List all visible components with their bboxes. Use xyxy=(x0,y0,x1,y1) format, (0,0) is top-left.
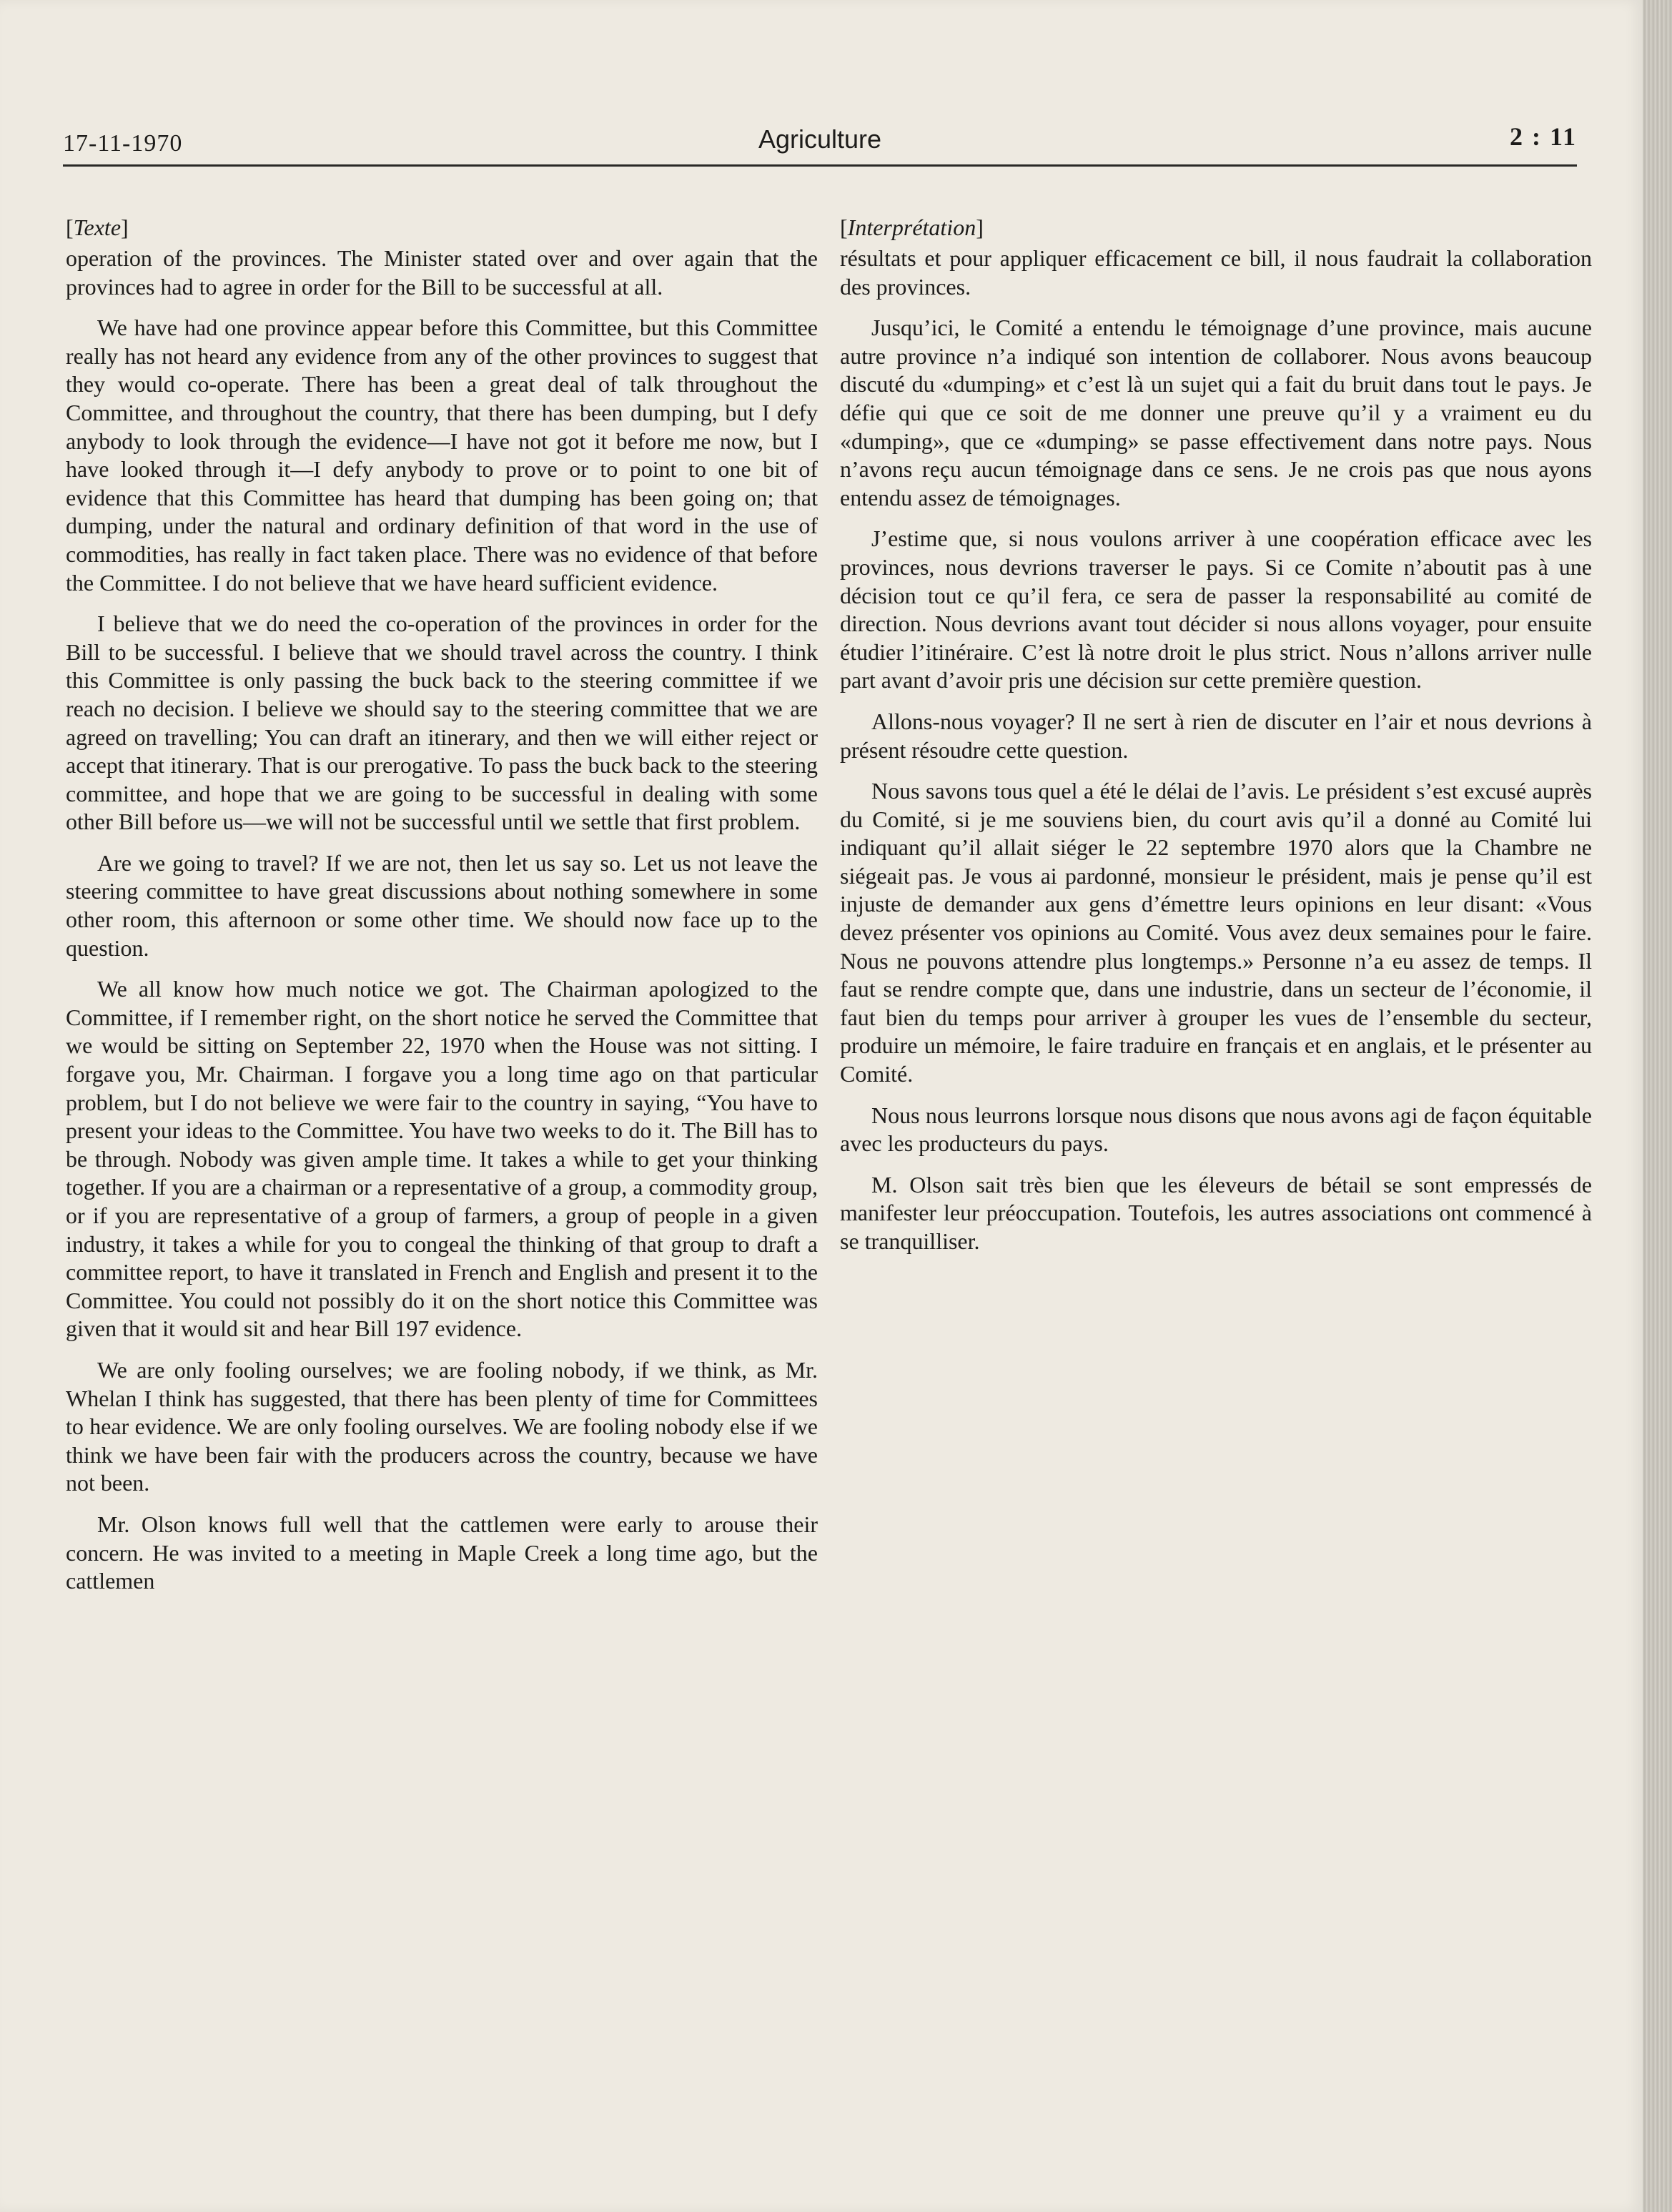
english-column xyxy=(66,213,818,1609)
column-label-interpretation: [Interprétation] xyxy=(840,214,984,240)
paragraph: J’estime que, si nous voulons arriver à une coopération efficace avec les provinces, nous devrions traverser le pays. Si ce Comite n’aboutit pas à une décision tout ce qu’il fera, ce sera de passer la responsabilité au comité de direction. Nous devrions avant tout décider si nous allons voyager, pour ensuite étudier l’itinéraire. C’est là notre droit le plus strict. Nous n’allons arriver nulle part avant d’avoir pris une décision sur cette première question. xyxy=(840,525,1592,693)
paragraph: Nous nous leurrons lorsque nous disons que nous avons agi de façon équitable avec les producteurs du pays. xyxy=(840,1102,1592,1157)
paragraph: We all know how much notice we got. The Chairman apologized to the Committee, if I remember right, on the short notice he served the Committee that we would be sitting on September 22, 1970 when the House was not sitting. I forgave you, Mr. Chairman. I forgave you a long time ago on that particular problem, but I do not believe we were fair to the country in saying, “You have to present your ideas to the Committee. You have two weeks to do it. The Bill has to be through. Nobody was given ample time. It takes a while to get your thinking together. If you are a chairman or a representative of a group, a commodity group, or if you are representative of a group of farmers, a group of people in a given industry, it takes a while for you to congeal the thinking of that group to draft a committee report, to have it translated in French and English and present it to the Committee. You could not possibly do it on the short notice this Committee was given that it would sit and hear Bill 197 evidence. xyxy=(66,976,818,1342)
paragraph: I believe that we do need the co-operation of the provinces in order for the Bill to be successful. I believe that we should travel across the country. I think this Committee is only passing the buck back to the steering committee if we reach no decision. I believe we should say to the steering committee that we are agreed on travelling; You can draft an itinerary, and then we will either reject or accept that itinerary. That is our prerogative. To pass the buck back to the steering committee, and hope that we are going to be successful in dealing with some other Bill before us—we will not be successful until we settle that first problem. xyxy=(66,611,818,835)
header-rule xyxy=(63,164,1577,167)
paragraph: We have had one province appear before this Committee, but this Committee really has not heard any evidence from any of the other provinces to suggest that they would co-operate. There has been a great deal of talk throughout the Committee, and throughout the country, that there has been dumping, but I defy anybody to look through the evidence—I have not got it before me now, but I have looked through it—I defy anybody to prove or to point to one bit of evidence that this Committee has heard that dumping has been going on; that dumping, under the natural and ordinary definition of that word in the use of commodities, has really in fact taken place. There was no evidence of that before the Committee. I do not believe that we have heard sufficient evidence. xyxy=(66,315,818,596)
column-label-texte: [Texte] xyxy=(66,214,129,240)
page-stack-edge xyxy=(1643,0,1672,2212)
paragraph: Are we going to travel? If we are not, then let us say so. Let us not leave the steering committee to have great discussions about nothing somewhere in some other room, this afternoon or some other time. We should now face up to the question. xyxy=(66,849,818,961)
header-title: Agriculture xyxy=(758,124,882,154)
paragraph: résultats et pour appliquer efficacement ce bill, il nous faudrait la collaboration des provinces. xyxy=(840,245,1592,300)
column-label-text: Texte xyxy=(73,214,122,240)
column-label-text: Interprétation xyxy=(847,214,976,240)
paragraph: Mr. Olson knows full well that the cattlemen were early to arouse their concern. He was invited to a meeting in Maple Creek a long time ago, but the cattlemen xyxy=(66,1511,818,1594)
paragraph: operation of the provinces. The Minister stated over and over again that the provinces had to agree in order for the Bill to be successful at all. xyxy=(66,245,818,300)
paragraph: Allons-nous voyager? Il ne sert à rien de discuter en l’air et nous devrions à présent résoudre cette question. xyxy=(840,708,1592,763)
paragraph: Nous savons tous quel a été le délai de l’avis. Le président s’est excusé auprès du Comité, si je me souviens bien, du court avis qu’il a donné au Comité lui indiquant qu’il allait siéger le 22 septembre 1970 alors que la Chambre ne siégeait pas. Je vous ai pardonné, monsieur le président, mais je pense qu’il est injuste de demander aux gens d’émettre leurs opinions en leur disant: «Vous devez présenter vos opinions au Comité. Vous avez deux semaines pour le faire. Nous ne pouvons attendre plus longtemps.» Personne n’a eu assez de temps. Il faut se rendre compte que, dans une industrie, dans un secteur de l’économie, il faut bien du temps pour arriver à grouper les vues de l’ensemble du secteur, produire un mémoire, le faire traduire en français et en anglais, et le présenter au Comité. xyxy=(840,778,1592,1087)
french-column xyxy=(840,213,1592,1269)
page-header xyxy=(63,120,1577,166)
paragraph: We are only fooling ourselves; we are fooling nobody, if we think, as Mr. Whelan I think has suggested, that there has been plenty of time for Committees to hear evidence. We are only fooling ourselves. We are fooling nobody else if we think we have been fair with the producers across the country, because we have not been. xyxy=(66,1356,818,1496)
header-date: 17-11-1970 xyxy=(63,130,183,157)
paragraph: Jusqu’ici, le Comité a entendu le témoignage d’une province, mais aucune autre province n’a indiqué son intention de collaborer. Nous avons beaucoup discuté du «dumping» et c’est là un sujet qui a fait du bruit dans tout le pays. Je défie qui que ce soit de me donner une preuve qu’il y a vraiment eu du «dumping», que ce «dumping» se passe effectivement dans notre pays. Nous n’avons reçu aucun témoignage dans ce sens. Je ne crois pas que nous ayons entendu assez de témoignages. xyxy=(840,315,1592,510)
header-page-number: 2 : 11 xyxy=(1509,122,1577,151)
paragraph: M. Olson sait très bien que les éleveurs de bétail se sont empressés de manifester leur préoccupation. Toutefois, les autres associations ont commencé à se tranquilliser. xyxy=(840,1171,1592,1254)
